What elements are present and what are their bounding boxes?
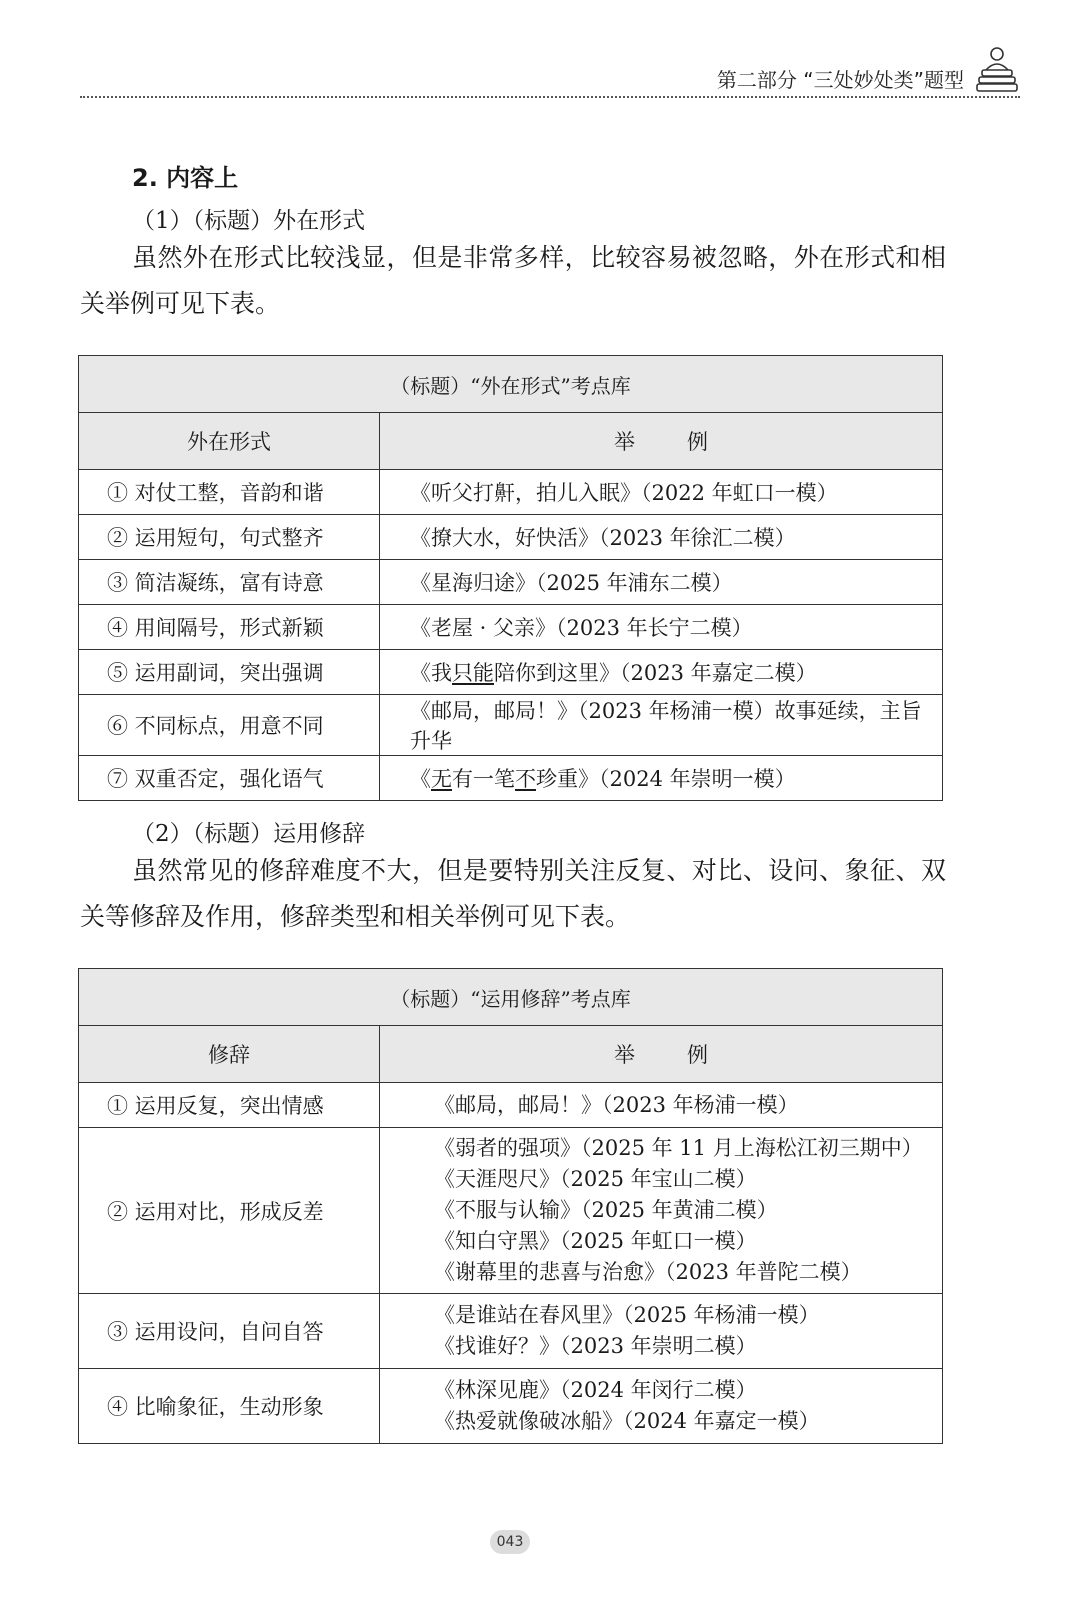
table-row [79, 1083, 943, 1128]
form-cell: ① 对仗工整，音韵和谐 [79, 470, 380, 515]
page-number: 043 [490, 1530, 530, 1554]
table-row [79, 650, 943, 695]
table-row [79, 1369, 943, 1444]
paragraph-2: 虽然常见的修辞难度不大，但是要特别关注反复、对比、设问、象征、双关等修辞及作用，修辞类型和相关举例可见下表。 [80, 856, 946, 931]
form-cell: ③ 运用设问，自问自答 [79, 1294, 380, 1369]
form-cell: ⑥ 不同标点，用意不同 [79, 695, 380, 756]
table-row [79, 515, 943, 560]
example-cell: 《是谁站在春风里》（2025 年杨浦一模） 《找谁好？》（2023 年崇明二模） [380, 1294, 943, 1369]
form-cell: ⑦ 双重否定，强化语气 [79, 756, 380, 801]
example-cell: 《老屋 · 父亲》（2023 年长宁二模） [380, 605, 943, 650]
paragraph-1: 虽然外在形式比较浅显，但是非常多样，比较容易被忽略，外在形式和相关举例可见下表。 [80, 243, 946, 318]
form-cell: ② 运用短句，句式整齐 [79, 515, 380, 560]
table-rhetoric [78, 968, 943, 1444]
subsection-heading-2: （2）（标题）运用修辞 [132, 821, 366, 847]
column-header-example: 举例 [380, 1026, 943, 1083]
example-cell: 《听父打鼾，拍儿入眠》（2022 年虹口一模） [380, 470, 943, 515]
table-caption: （标题）“外在形式”考点库 [79, 356, 943, 413]
example-cell: 《我只能陪你到这里》（2023 年嘉定二模） [380, 650, 943, 695]
table-row [79, 605, 943, 650]
form-cell: ④ 比喻象征，生动形象 [79, 1369, 380, 1444]
table-caption: （标题）“运用修辞”考点库 [79, 969, 943, 1026]
form-cell: ⑤ 运用副词，突出强调 [79, 650, 380, 695]
column-header-example: 举例 [380, 413, 943, 470]
header-text: 第二部分 “三处妙处类”题型 [716, 68, 964, 92]
example-cell: 《无有一笔不珍重》（2024 年崇明一模） [380, 756, 943, 801]
underlined-word: 不 [515, 767, 536, 791]
example-cell: 《撩大水，好快活》（2023 年徐汇二模） [380, 515, 943, 560]
section-title: 2. 内容上 [132, 164, 239, 192]
table-row [79, 1294, 943, 1369]
books-icon [974, 46, 1020, 94]
form-cell: ① 运用反复，突出情感 [79, 1083, 380, 1128]
form-cell: ② 运用对比，形成反差 [79, 1128, 380, 1294]
example-cell: 《林深见鹿》（2024 年闵行二模） 《热爱就像破冰船》（2024 年嘉定一模） [380, 1369, 943, 1444]
example-cell: 《邮局，邮局！》（2023 年杨浦一模）故事延续，主旨升华 [380, 695, 943, 756]
example-cell: 《弱者的强项》（2025 年 11 月上海松江初三期中） 《天涯咫尺》（2025 年宝山二模） 《不服与认输》（2025 年黄浦二模） 《知白守黑》（2025 年虹口一模） 《谢幕里的悲喜与治愈》（2023 年普陀二模） [380, 1128, 943, 1294]
column-header-rhetoric: 修辞 [79, 1026, 380, 1083]
form-cell: ④ 用间隔号，形式新颖 [79, 605, 380, 650]
table-row [79, 695, 943, 756]
table-row [79, 756, 943, 801]
table-row [79, 560, 943, 605]
example-cell: 《邮局，邮局！》（2023 年杨浦一模） [380, 1083, 943, 1128]
underlined-word: 无 [431, 767, 452, 791]
form-cell: ③ 简洁凝练，富有诗意 [79, 560, 380, 605]
table-external-form [78, 355, 943, 801]
table-row [79, 470, 943, 515]
table-row [79, 1128, 943, 1294]
underlined-word: 只能 [452, 661, 494, 685]
column-header-form: 外在形式 [79, 413, 380, 470]
example-cell: 《星海归途》（2025 年浦东二模） [380, 560, 943, 605]
page-header [80, 60, 1020, 98]
subsection-heading-1: （1）（标题）外在形式 [132, 208, 366, 234]
